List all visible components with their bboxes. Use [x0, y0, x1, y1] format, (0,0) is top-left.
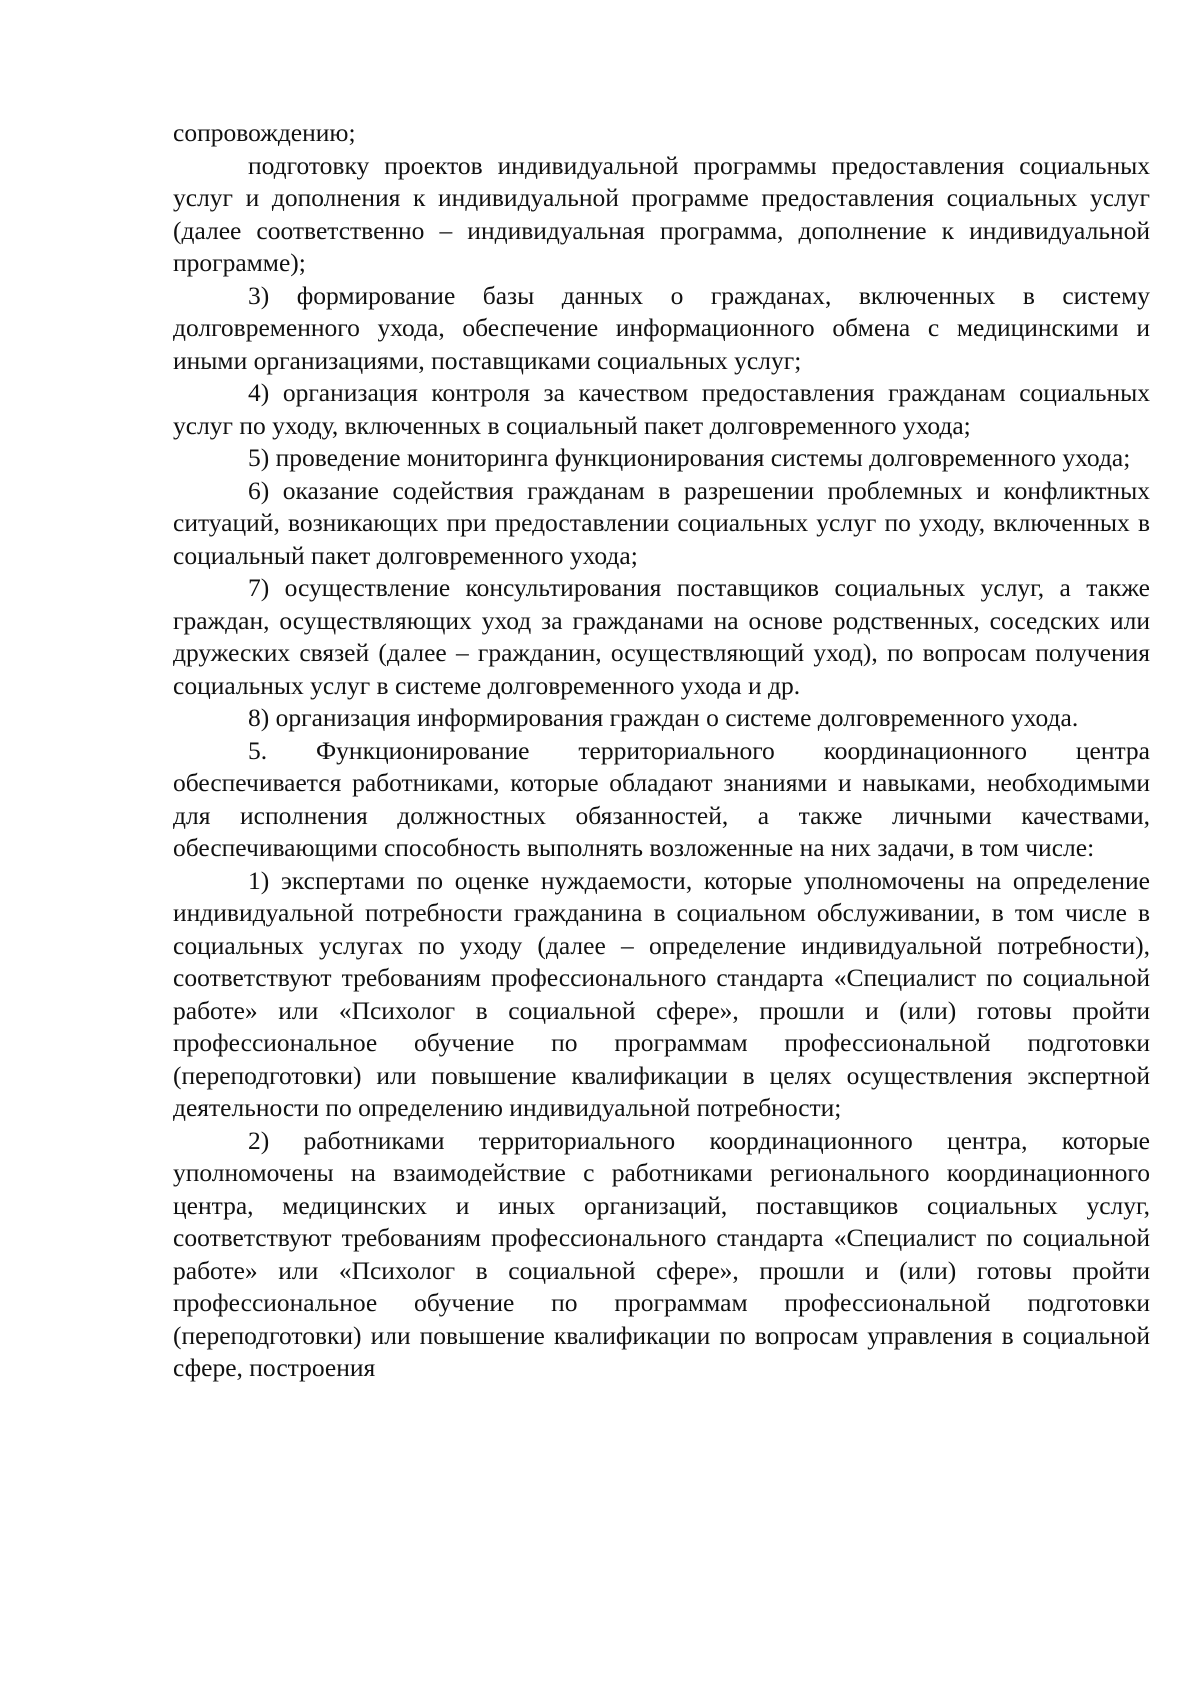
- paragraph-1: сопровождению;: [173, 118, 356, 147]
- paragraph-2: подготовку проектов индивидуальной программы предоставления социальных услуг и дополнения к индивидуальной программе предоставления социальных услуг (далее соответственно – индивидуальная программа, дополнение к индивидуальной программе);: [173, 150, 1150, 277]
- paragraph-9: 5. Функционирование территориального координационного центра обеспечивается работниками, которые обладают знаниями и навыками, необходимыми для исполнения должностных обязанностей, а также личными качествами, обеспечивающими способность выполнять возложенные на них задачи, в том числе:: [173, 735, 1150, 862]
- paragraph-6: 6) оказание содействия гражданам в разрешении проблемных и конфликтных ситуаций, возникающих при предоставлении социальных услуг по уходу, включенных в социальный пакет долговременного ухода;: [173, 475, 1150, 570]
- paragraph-7: 7) осуществление консультирования поставщиков социальных услуг, а также граждан, осуществляющих уход за гражданами на основе родственных, соседских или дружеских связей (далее – гражданин, осуществляющий уход), по вопросам получения социальных услуг в системе долговременного ухода и др.: [173, 573, 1150, 700]
- paragraph-4: 4) организация контроля за качеством предоставления гражданам социальных услуг по уходу, включенных в социальный пакет долговременного ухода;: [173, 378, 1150, 440]
- paragraph-10: 1) экспертами по оценке нуждаемости, которые уполномочены на определение индивидуальной потребности гражданина в социальном обслуживании, в том числе в социальных услугах по уходу (далее – определение индивидуальной потребности), соответствуют требованиям профессионального стандарта «Специалист по социальной работе» или «Психолог в социальной сфере», прошли и (или) готовы пройти профессиональное обучение по программам профессиональной подготовки (переподготовки) или повышение квалификации в целях осуществления экспертной деятельности по определению индивидуальной потребности;: [173, 865, 1150, 1122]
- paragraph-8: 8) организация информирования граждан о системе долговременного ухода.: [248, 703, 1079, 732]
- paragraph-3: 3) формирование базы данных о гражданах, включенных в систему долговременного ухода, обеспечение информационного обмена с медицинскими и иными организациями, поставщиками социальных услуг;: [173, 280, 1150, 375]
- document-page: [173, 117, 1150, 1385]
- paragraph-11: 2) работниками территориального координационного центра, которые уполномочены на взаимодействие с работниками регионального координационного центра, медицинских и иных организаций, поставщиков социальных услуг, соответствуют требованиям профессионального стандарта «Специалист по социальной работе» или «Психолог в социальной сфере», прошли и (или) готовы пройти профессиональное обучение по программам профессиональной подготовки (переподготовки) или повышение квалификации по вопросам управления в социальной сфере, построения: [173, 1125, 1150, 1382]
- paragraph-5: 5) проведение мониторинга функционирования системы долговременного ухода;: [248, 443, 1131, 472]
